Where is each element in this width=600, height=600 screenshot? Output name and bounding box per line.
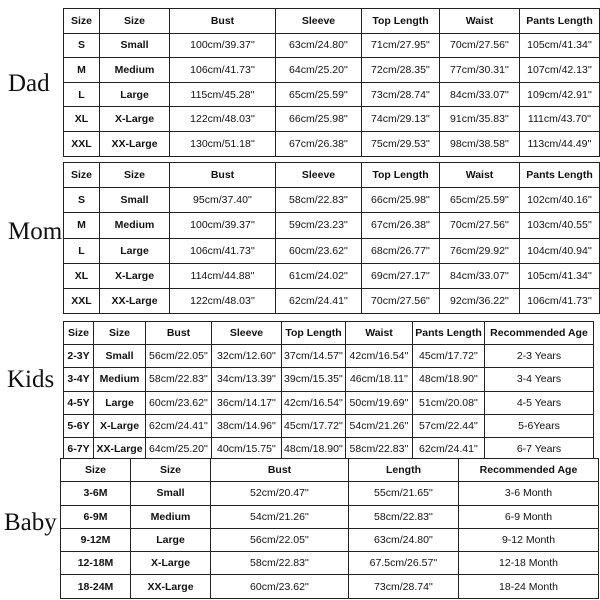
kids-header-cell: Bust	[146, 322, 212, 345]
table-cell: Small	[100, 188, 170, 213]
dad-header-cell: Size	[64, 9, 100, 34]
table-cell: 45cm/17.72''	[282, 414, 346, 437]
table-cell: 115cm/45.28''	[170, 82, 276, 107]
mom-header-cell: Top Length	[362, 163, 440, 188]
table-cell: 69cm/27.17''	[362, 263, 440, 288]
table-cell: 67cm/26.38''	[276, 131, 362, 156]
table-cell: 105cm/41.34''	[520, 33, 600, 58]
kids-label: Kids	[7, 366, 55, 393]
table-row	[64, 263, 600, 288]
dad-header-cell: Top Length	[362, 9, 440, 34]
baby-header-cell: Bust	[211, 459, 349, 482]
table-cell: 36cm/14.17''	[212, 391, 282, 414]
table-cell: 102cm/40.16''	[520, 188, 600, 213]
table-cell: XXL	[64, 131, 100, 156]
table-cell: L	[64, 82, 100, 107]
baby-header-cell: Size	[61, 459, 131, 482]
table-cell: 12-18M	[61, 552, 131, 575]
table-cell: 73cm/28.74''	[362, 82, 440, 107]
table-cell: 12-18 Month	[459, 552, 599, 575]
table-cell: 67.5cm/26.57''	[349, 552, 459, 575]
table-cell: 54cm/21.26''	[211, 505, 349, 528]
table-cell: 111cm/43.70''	[520, 107, 600, 132]
baby-label: Baby	[4, 509, 57, 536]
table-cell: 114cm/44.88''	[170, 263, 276, 288]
table-cell: L	[64, 238, 100, 263]
table-cell: 48cm/18.90''	[282, 437, 346, 460]
mom-header-cell: Size	[100, 163, 170, 188]
table-cell: 62cm/24.41''	[146, 414, 212, 437]
table-cell: 65cm/25.59''	[440, 188, 520, 213]
dad-header-row	[64, 9, 600, 34]
table-cell: 61cm/24.02''	[276, 263, 362, 288]
table-cell: 3-4 Years	[485, 368, 594, 391]
table-cell: 65cm/25.59''	[276, 82, 362, 107]
table-cell: XL	[64, 263, 100, 288]
table-cell: XX-Large	[100, 131, 170, 156]
kids-header-cell: Waist	[346, 322, 413, 345]
table-cell: 3-4Y	[64, 368, 94, 391]
table-cell: 68cm/26.77''	[362, 238, 440, 263]
table-cell: 74cm/29.13''	[362, 107, 440, 132]
table-cell: Large	[100, 82, 170, 107]
table-cell: 72cm/28.35''	[362, 58, 440, 83]
table-cell: 71cm/27.95''	[362, 33, 440, 58]
table-cell: Small	[131, 482, 211, 505]
table-cell: 57cm/22.44''	[413, 414, 485, 437]
kids-header-row	[64, 322, 594, 345]
table-cell: 60cm/23.62''	[211, 575, 349, 598]
table-cell: 48cm/18.90''	[413, 368, 485, 391]
table-cell: 56cm/22.05''	[211, 528, 349, 551]
table-row	[61, 552, 599, 575]
table-cell: 42cm/16.54''	[346, 345, 413, 368]
table-cell: Medium	[100, 213, 170, 238]
table-row	[64, 288, 600, 313]
mom-header-cell: Waist	[440, 163, 520, 188]
mom-header-cell: Bust	[170, 163, 276, 188]
table-cell: 45cm/17.72''	[413, 345, 485, 368]
table-row	[64, 58, 600, 83]
table-cell: 58cm/22.83''	[211, 552, 349, 575]
table-cell: 9-12 Month	[459, 528, 599, 551]
table-row	[61, 505, 599, 528]
table-row	[64, 345, 594, 368]
kids-header-cell: Recommended Age	[485, 322, 594, 345]
table-cell: XX-Large	[94, 437, 146, 460]
table-cell: X-Large	[100, 107, 170, 132]
table-cell: 52cm/20.47''	[211, 482, 349, 505]
table-cell: 92cm/36.22''	[440, 288, 520, 313]
table-cell: Small	[100, 33, 170, 58]
table-cell: Large	[94, 391, 146, 414]
table-cell: 100cm/39.37''	[170, 33, 276, 58]
table-cell: 5-6Years	[485, 414, 594, 437]
table-cell: 64cm/25.20''	[276, 58, 362, 83]
table-cell: 42cm/16.54''	[282, 391, 346, 414]
baby-header-cell: Length	[349, 459, 459, 482]
table-row	[61, 482, 599, 505]
table-row	[64, 213, 600, 238]
table-cell: 106cm/41.73''	[170, 58, 276, 83]
table-cell: 63cm/24.80''	[349, 528, 459, 551]
table-row	[61, 575, 599, 598]
baby-size-table	[60, 458, 599, 599]
table-cell: 2-3 Years	[485, 345, 594, 368]
dad-header-cell: Bust	[170, 9, 276, 34]
table-cell: 60cm/23.62''	[276, 238, 362, 263]
table-cell: 91cm/35.83''	[440, 107, 520, 132]
table-cell: 104cm/40.94''	[520, 238, 600, 263]
table-cell: 58cm/22.83''	[349, 505, 459, 528]
table-cell: 103cm/40.55''	[520, 213, 600, 238]
table-cell: 6-9M	[61, 505, 131, 528]
table-cell: 32cm/12.60''	[212, 345, 282, 368]
table-cell: 107cm/42.13''	[520, 58, 600, 83]
table-cell: 46cm/18.11''	[346, 368, 413, 391]
table-cell: 100cm/39.37''	[170, 213, 276, 238]
baby-header-cell: Recommended Age	[459, 459, 599, 482]
table-cell: 95cm/37.40''	[170, 188, 276, 213]
table-cell: 6-7 Years	[485, 437, 594, 460]
mom-label: Mom	[8, 218, 63, 245]
table-cell: 18-24M	[61, 575, 131, 598]
table-cell: XL	[64, 107, 100, 132]
table-cell: 64cm/25.20''	[146, 437, 212, 460]
table-cell: XXL	[64, 288, 100, 313]
table-cell: 73cm/28.74''	[349, 575, 459, 598]
table-cell: 55cm/21.65''	[349, 482, 459, 505]
table-cell: 58cm/22.83''	[146, 368, 212, 391]
table-cell: 60cm/23.62''	[146, 391, 212, 414]
table-cell: XX-Large	[100, 288, 170, 313]
baby-header-cell: Size	[131, 459, 211, 482]
table-cell: 62cm/24.41''	[413, 437, 485, 460]
mom-size-table	[63, 162, 600, 314]
table-cell: X-Large	[94, 414, 146, 437]
dad-label: Dad	[8, 70, 50, 97]
mom-header-cell: Pants Length	[520, 163, 600, 188]
table-cell: 67cm/26.38''	[362, 213, 440, 238]
table-cell: 34cm/13.39''	[212, 368, 282, 391]
table-cell: X-Large	[131, 552, 211, 575]
table-cell: M	[64, 213, 100, 238]
table-cell: 109cm/42.91''	[520, 82, 600, 107]
table-cell: 6-9 Month	[459, 505, 599, 528]
kids-header-cell: Size	[64, 322, 94, 345]
table-cell: 38cm/14.96''	[212, 414, 282, 437]
table-cell: Large	[131, 528, 211, 551]
table-cell: 4-5 Years	[485, 391, 594, 414]
table-cell: Medium	[131, 505, 211, 528]
table-cell: Medium	[94, 368, 146, 391]
table-cell: Medium	[100, 58, 170, 83]
kids-header-cell: Top Length	[282, 322, 346, 345]
table-cell: 59cm/23.23''	[276, 213, 362, 238]
table-cell: 2-3Y	[64, 345, 94, 368]
table-cell: 66cm/25.98''	[362, 188, 440, 213]
kids-header-cell: Size	[94, 322, 146, 345]
table-cell: 70cm/27.56''	[362, 288, 440, 313]
table-row	[61, 528, 599, 551]
mom-header-cell: Size	[64, 163, 100, 188]
table-cell: 105cm/41.34''	[520, 263, 600, 288]
table-cell: 54cm/21.26''	[346, 414, 413, 437]
table-cell: S	[64, 33, 100, 58]
kids-header-cell: Sleeve	[212, 322, 282, 345]
table-row	[64, 368, 594, 391]
table-cell: 3-6M	[61, 482, 131, 505]
mom-header-row	[64, 163, 600, 188]
table-row	[64, 391, 594, 414]
table-cell: S	[64, 188, 100, 213]
table-cell: 122cm/48.03''	[170, 107, 276, 132]
table-cell: 9-12M	[61, 528, 131, 551]
dad-header-cell: Pants Length	[520, 9, 600, 34]
table-cell: 75cm/29.53''	[362, 131, 440, 156]
dad-header-cell: Sleeve	[276, 9, 362, 34]
table-row	[64, 82, 600, 107]
baby-header-row	[61, 459, 599, 482]
table-cell: 58cm/22.83''	[276, 188, 362, 213]
table-cell: 70cm/27.56''	[440, 33, 520, 58]
table-cell: Large	[100, 238, 170, 263]
table-cell: 40cm/15.75''	[212, 437, 282, 460]
table-cell: 66cm/25.98''	[276, 107, 362, 132]
table-cell: M	[64, 58, 100, 83]
table-cell: 106cm/41.73''	[170, 238, 276, 263]
mom-header-cell: Sleeve	[276, 163, 362, 188]
dad-header-cell: Waist	[440, 9, 520, 34]
table-cell: 39cm/15.35''	[282, 368, 346, 391]
table-cell: 84cm/33.07''	[440, 82, 520, 107]
table-cell: 4-5Y	[64, 391, 94, 414]
table-cell: 6-7Y	[64, 437, 94, 460]
table-cell: 58cm/22.83''	[346, 437, 413, 460]
kids-header-cell: Pants Length	[413, 322, 485, 345]
table-row	[64, 238, 600, 263]
dad-header-cell: Size	[100, 9, 170, 34]
table-row	[64, 188, 600, 213]
table-cell: 37cm/14.57''	[282, 345, 346, 368]
kids-size-table	[63, 321, 594, 461]
table-cell: 130cm/51.18''	[170, 131, 276, 156]
table-cell: 51cm/20.08''	[413, 391, 485, 414]
table-cell: 70cm/27.56''	[440, 213, 520, 238]
table-cell: 5-6Y	[64, 414, 94, 437]
table-cell: 50cm/19.69''	[346, 391, 413, 414]
dad-size-table	[63, 8, 600, 157]
table-cell: 62cm/24.41''	[276, 288, 362, 313]
table-cell: 84cm/33.07''	[440, 263, 520, 288]
table-cell: 113cm/44.49''	[520, 131, 600, 156]
table-cell: 122cm/48.03''	[170, 288, 276, 313]
table-cell: 18-24 Month	[459, 575, 599, 598]
table-row	[64, 107, 600, 132]
table-cell: 98cm/38.58''	[440, 131, 520, 156]
table-row	[64, 131, 600, 156]
table-cell: 77cm/30.31''	[440, 58, 520, 83]
table-cell: 106cm/41.73''	[520, 288, 600, 313]
table-cell: X-Large	[100, 263, 170, 288]
table-cell: 56cm/22.05''	[146, 345, 212, 368]
table-cell: XX-Large	[131, 575, 211, 598]
table-cell: 76cm/29.92''	[440, 238, 520, 263]
table-row	[64, 414, 594, 437]
table-cell: 3-6 Month	[459, 482, 599, 505]
table-row	[64, 33, 600, 58]
table-cell: 63cm/24.80''	[276, 33, 362, 58]
table-cell: Small	[94, 345, 146, 368]
